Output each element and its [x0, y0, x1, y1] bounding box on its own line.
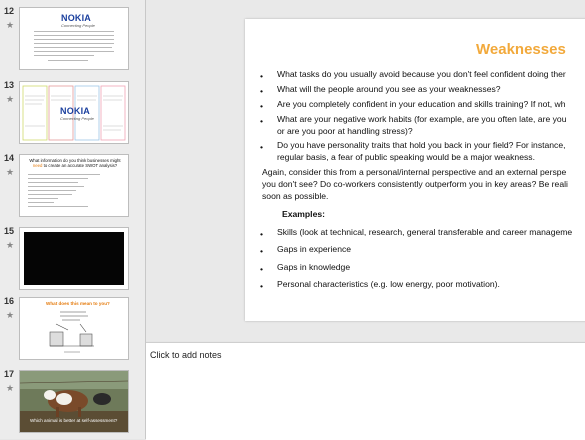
- bullet-text-continuation[interactable]: regular basis, a fear of public speaking would be a major weakness.: [277, 152, 535, 162]
- current-slide[interactable]: [245, 19, 585, 321]
- nokia-logo: NOKIA: [60, 106, 90, 116]
- star-icon: ★: [6, 310, 15, 320]
- star-icon: ★: [6, 240, 15, 250]
- star-icon: ★: [6, 20, 15, 30]
- slide-thumbnail-15[interactable]: [0, 226, 145, 292]
- example-item[interactable]: Gaps in knowledge: [277, 262, 351, 272]
- example-item[interactable]: Gaps in experience: [277, 244, 352, 254]
- slide-thumbnail-panel[interactable]: [0, 0, 146, 439]
- slide-thumbnail-13[interactable]: [0, 80, 145, 146]
- slide-preview[interactable]: [19, 227, 129, 290]
- examples-heading[interactable]: Examples:: [282, 209, 325, 219]
- star-icon: ★: [6, 167, 15, 177]
- slide-thumbnail-12[interactable]: [0, 6, 145, 72]
- bullet-text[interactable]: What are your negative work habits (for example, are you often late, are you: [277, 114, 567, 124]
- black-image-placeholder: [24, 232, 124, 285]
- bullet-icon: •: [260, 116, 264, 126]
- thumbnail-caption: Which animal is better at self-assessment?: [30, 418, 118, 423]
- bullet-text-continuation[interactable]: or are you poor at handling stress)?: [277, 126, 413, 136]
- bullet-icon: •: [260, 229, 264, 239]
- slide-preview[interactable]: [19, 7, 129, 70]
- cartoon-illustration: [20, 298, 128, 359]
- example-item[interactable]: Personal characteristics (e.g. low energy, poor motivation).: [277, 279, 500, 289]
- bullet-text[interactable]: What will the people around you see as your weaknesses?: [277, 84, 501, 94]
- slide-thumbnail-14[interactable]: [0, 153, 145, 219]
- bullet-text[interactable]: Are you completely confident in your education and skills training? If not, wh: [277, 99, 566, 109]
- slide-number: 14: [4, 153, 15, 163]
- bullet-icon: •: [260, 101, 264, 111]
- nokia-logo: NOKIA: [61, 13, 91, 23]
- speaker-notes-pane[interactable]: [146, 342, 585, 440]
- star-icon: ★: [6, 383, 15, 393]
- example-item[interactable]: Skills (look at technical, research, general transferable and career manageme: [277, 227, 573, 237]
- slide-preview[interactable]: [19, 154, 129, 217]
- slide-thumbnail-16[interactable]: [0, 296, 145, 362]
- star-icon: ★: [6, 94, 15, 104]
- bullet-text[interactable]: What tasks do you usually avoid because you don't feel confident doing ther: [277, 69, 566, 79]
- bullet-icon: •: [260, 86, 264, 96]
- bullet-icon: •: [260, 71, 264, 81]
- slide-number: 17: [4, 369, 15, 379]
- bullet-icon: •: [260, 246, 264, 256]
- bullet-icon: •: [260, 281, 264, 291]
- bullet-icon: •: [260, 264, 264, 274]
- bullet-text[interactable]: Do you have personality traits that hold you back in your field? For instance,: [277, 140, 566, 150]
- slide-preview[interactable]: [19, 370, 129, 433]
- slide-number: 15: [4, 226, 15, 236]
- nokia-tagline: Connecting People: [60, 116, 94, 121]
- paragraph-line[interactable]: soon as possible.: [262, 191, 329, 201]
- notes-placeholder[interactable]: Click to add notes: [150, 350, 222, 360]
- slide-preview[interactable]: [19, 297, 129, 360]
- thumbnail-heading: What information do you think businesses might need to create an accurate SWOT analysis?: [29, 158, 121, 169]
- bullet-icon: •: [260, 142, 264, 152]
- slide-number: 13: [4, 80, 15, 90]
- slide-number: 12: [4, 6, 15, 16]
- paragraph-line[interactable]: Again, consider this from a personal/internal perspective and an external perspe: [262, 167, 567, 177]
- slide-title[interactable]: Weaknesses: [476, 41, 566, 58]
- paragraph-line[interactable]: you don't see? Do co-workers consistently outperform you in key areas? Be reali: [262, 179, 568, 189]
- slide-thumbnail-17[interactable]: [0, 369, 145, 435]
- slide-editor-area[interactable]: [146, 0, 585, 341]
- slide-preview[interactable]: [19, 81, 129, 144]
- thumbnail-heading: What does this mean to you?: [46, 301, 110, 306]
- slide-number: 16: [4, 296, 15, 306]
- nokia-tagline: Connecting People: [61, 23, 95, 28]
